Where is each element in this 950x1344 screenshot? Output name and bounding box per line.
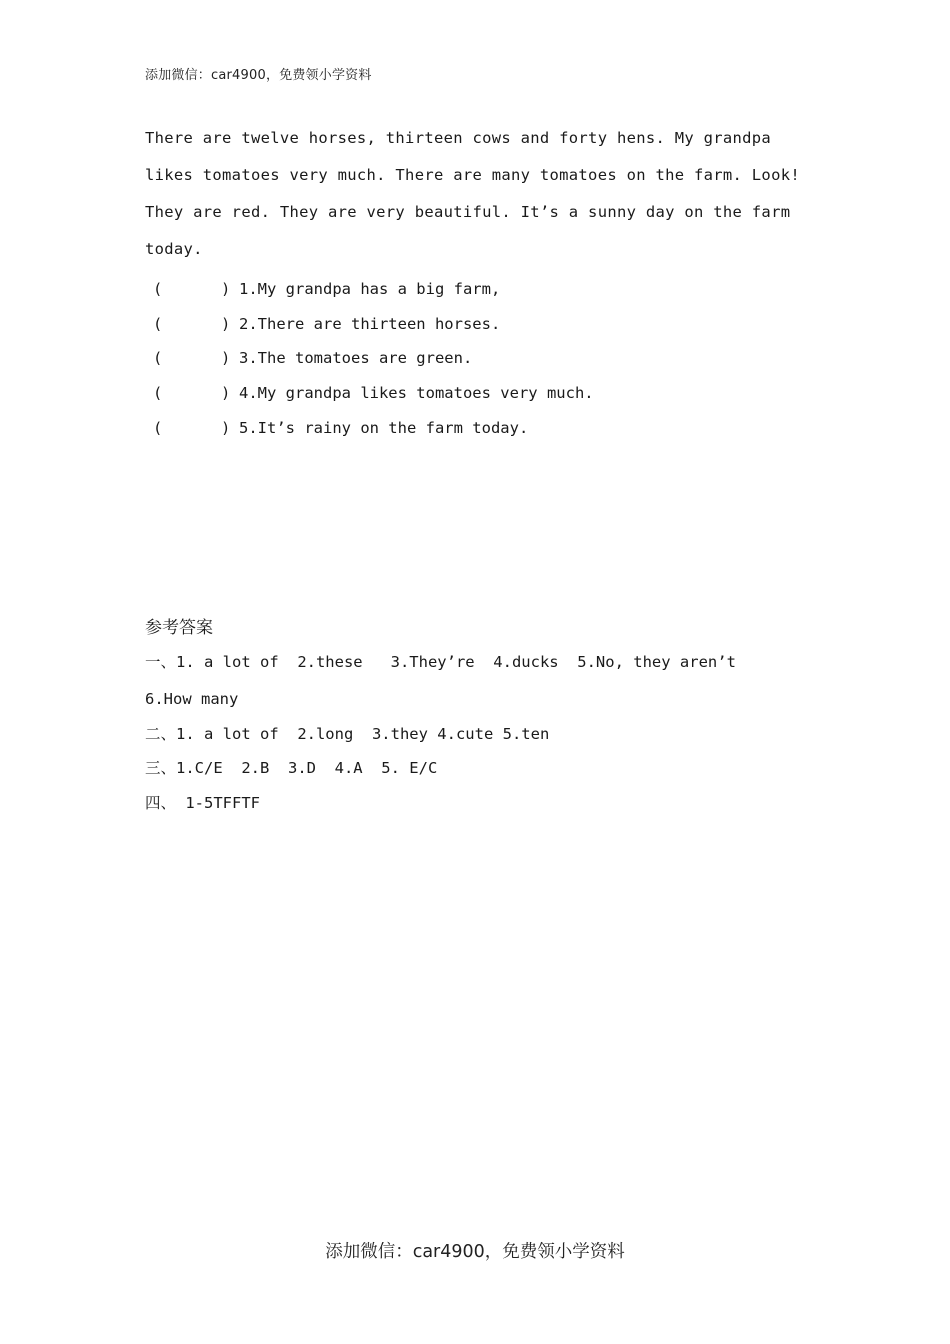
- answer-line: 三、1.C/E 2.B 3.D 4.A 5. E/C: [145, 759, 438, 777]
- answer-blank-open: (: [153, 384, 163, 403]
- reading-passage: [145, 125, 825, 273]
- question-item: [145, 410, 594, 445]
- question-item: [145, 376, 594, 411]
- answer-blank-close: ): [221, 280, 231, 299]
- question-item: [145, 307, 594, 342]
- answer-blank-open: (: [153, 418, 163, 437]
- question-text: 1.My grandpa has a big farm,: [239, 280, 501, 299]
- answer-blank-close: ): [221, 418, 231, 437]
- answer-blank-close: ): [221, 384, 231, 403]
- answer-line: 二、1. a lot of 2.long 3.they 4.cute 5.ten: [145, 724, 550, 743]
- passage-line: They are red. They are very beautiful. It’s a sunny day on the farm: [145, 203, 791, 221]
- passage-line: today.: [145, 240, 203, 258]
- answer-blank-open: (: [153, 349, 163, 368]
- question-item: [145, 341, 594, 376]
- answer-blank-open: (: [153, 280, 163, 299]
- question-text: 5.It’s rainy on the farm today.: [239, 418, 529, 437]
- answer-blank-close: ): [221, 349, 231, 368]
- header-watermark-text: 添加微信：car4900，免费领小学资料: [145, 68, 372, 83]
- answer-line: 一、1. a lot of 2.these 3.They’re 4.ducks 5.No, they aren’t: [145, 653, 736, 671]
- footer-watermark-text: 添加微信：car4900，免费领小学资料: [325, 1242, 625, 1262]
- passage-line: There are twelve horses, thirteen cows and forty hens. My grandpa: [145, 129, 772, 147]
- answer-blank-close: ): [221, 314, 231, 333]
- question-text: 4.My grandpa likes tomatoes very much.: [239, 384, 594, 403]
- question-item: [145, 272, 594, 307]
- answer-key-title: 参考答案: [145, 618, 213, 638]
- question-text: 2.There are thirteen horses.: [239, 314, 501, 333]
- answer-blank-open: (: [153, 314, 163, 333]
- answer-line: 6.How many: [145, 690, 239, 708]
- question-text: 3.The tomatoes are green.: [239, 349, 473, 368]
- answer-line: 四、 1-5TFFTF: [145, 793, 260, 812]
- true-false-questions: [145, 272, 594, 445]
- answer-key: [145, 615, 736, 824]
- passage-line: likes tomatoes very much. There are many tomatoes on the farm. Look!: [145, 166, 800, 184]
